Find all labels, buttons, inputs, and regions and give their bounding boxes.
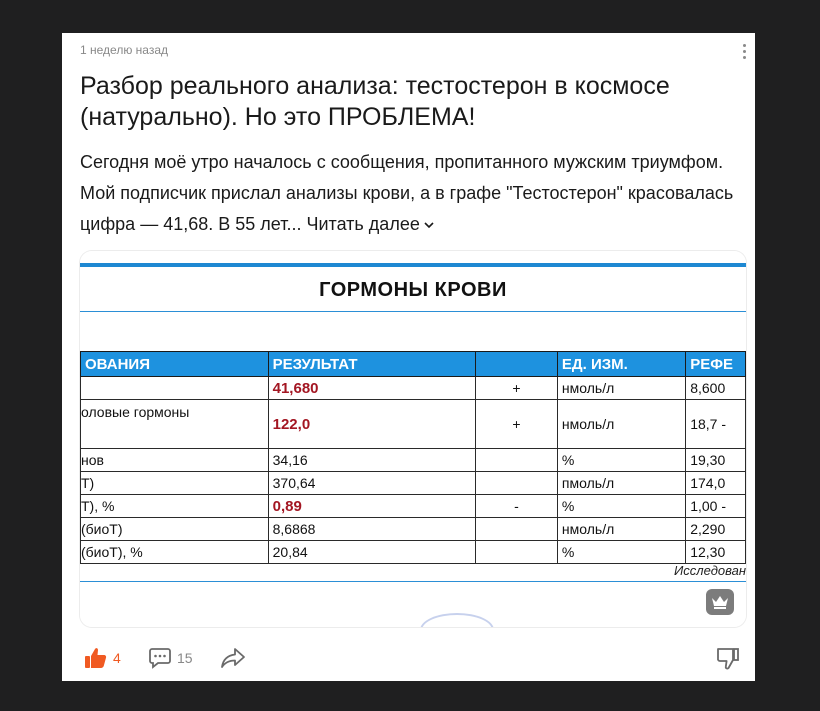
comment-count: 15	[177, 650, 193, 666]
cell-ref: 19,30	[686, 449, 746, 472]
cell-result: 20,84	[268, 541, 475, 564]
cell-flag	[476, 518, 558, 541]
cell-ref: 8,600	[686, 377, 746, 400]
thumbs-up-icon	[84, 646, 108, 670]
cell-name: Т)	[81, 472, 269, 495]
share-icon	[220, 646, 246, 670]
header-result: РЕЗУЛЬТАТ	[268, 352, 475, 377]
table-row	[81, 472, 746, 495]
cell-unit: %	[557, 541, 685, 564]
header-ref: РЕФЕ	[686, 352, 746, 377]
cell-result: 34,16	[268, 449, 475, 472]
post-excerpt-text: Сегодня моё утро началось с сообщения, пропитанного мужским триумфом. Мой подписчик прислал анализы крови, а в графе "Тестостерон" красовалась цифра — 41,68. В 55 лет...	[80, 152, 734, 234]
header-flag	[476, 352, 558, 377]
cell-name: нов	[81, 449, 269, 472]
lab-report-document	[80, 251, 746, 627]
cell-flag	[476, 449, 558, 472]
stamp-mark	[420, 613, 494, 627]
comments-button[interactable]	[148, 643, 193, 673]
post-image[interactable]	[80, 251, 746, 627]
document-top-bar	[80, 263, 746, 267]
divider	[80, 311, 746, 312]
cell-result: 122,0	[268, 400, 475, 449]
post-excerpt	[80, 147, 740, 240]
post-actions	[80, 643, 740, 673]
comment-icon	[148, 646, 172, 670]
cell-result: 41,680	[268, 377, 475, 400]
like-count: 4	[113, 650, 121, 666]
read-more-link[interactable]	[306, 214, 434, 234]
table-row	[81, 449, 746, 472]
table-row	[81, 518, 746, 541]
cell-unit: нмоль/л	[557, 400, 685, 449]
cell-ref: 2,290	[686, 518, 746, 541]
crown-icon	[711, 595, 729, 609]
cell-unit: нмоль/л	[557, 518, 685, 541]
thumbs-down-icon	[716, 646, 740, 670]
cell-name: (биоТ)	[81, 518, 269, 541]
chevron-down-icon	[423, 219, 435, 231]
table-row	[81, 495, 746, 518]
dislike-button[interactable]	[716, 643, 740, 673]
cell-name: оловые гормоны	[81, 400, 269, 449]
cell-name: Т), %	[81, 495, 269, 518]
more-options-icon[interactable]	[737, 39, 751, 63]
document-footer-note: Исследован	[673, 563, 746, 578]
post-time: 1 неделю назад	[80, 43, 169, 57]
cell-unit: пмоль/л	[557, 472, 685, 495]
cell-flag: +	[476, 400, 558, 449]
cell-unit: нмоль/л	[557, 377, 685, 400]
cell-flag	[476, 541, 558, 564]
cell-name	[81, 377, 269, 400]
document-title: ГОРМОНЫ КРОВИ	[319, 279, 507, 301]
cell-unit: %	[557, 449, 685, 472]
cell-flag: +	[476, 377, 558, 400]
like-button[interactable]	[84, 643, 121, 673]
share-button[interactable]	[220, 643, 246, 673]
header-name: ОВАНИЯ	[81, 352, 269, 377]
table-row	[81, 400, 746, 449]
hormones-table	[80, 351, 746, 564]
cell-ref: 12,30	[686, 541, 746, 564]
cell-ref: 18,7 -	[686, 400, 746, 449]
cell-flag	[476, 472, 558, 495]
cell-result: 0,89	[268, 495, 475, 518]
cell-unit: %	[557, 495, 685, 518]
cell-result: 8,6868	[268, 518, 475, 541]
premium-crown-button[interactable]	[706, 589, 734, 615]
cell-flag: -	[476, 495, 558, 518]
cell-ref: 174,0	[686, 472, 746, 495]
divider	[80, 581, 746, 582]
post-card	[62, 33, 755, 681]
cell-result: 370,64	[268, 472, 475, 495]
table-row	[81, 541, 746, 564]
cell-name: (биоТ), %	[81, 541, 269, 564]
header-unit: ЕД. ИЗМ.	[557, 352, 685, 377]
read-more-label: Читать далее	[306, 214, 420, 234]
table-header-row	[81, 352, 746, 377]
post-title[interactable]: Разбор реального анализа: тестостерон в космосе (натурально). Но это ПРОБЛЕМА!	[80, 72, 670, 131]
cell-ref: 1,00 -	[686, 495, 746, 518]
table-row	[81, 377, 746, 400]
